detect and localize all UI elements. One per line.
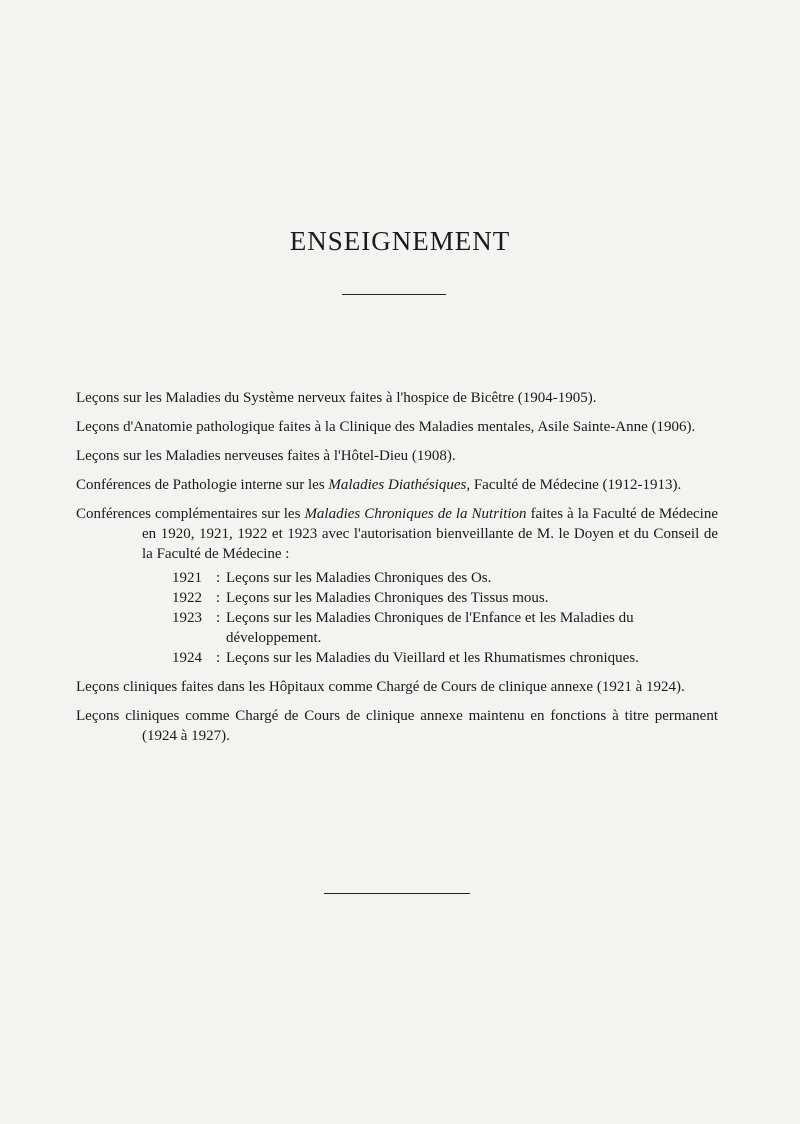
colon: : (216, 570, 221, 586)
year-row (172, 608, 718, 648)
closing-divider (324, 893, 470, 894)
item-italic-text: Maladies Diathésiques (328, 477, 467, 493)
year-row (172, 648, 718, 668)
year-text: Leçons sur les Maladies Chroniques des Os. (226, 570, 492, 586)
year-sublist (76, 568, 718, 668)
colon: : (216, 610, 221, 626)
year-label: 1921 (172, 570, 202, 586)
teaching-list (76, 388, 718, 755)
year-label: 1922 (172, 590, 202, 606)
list-item (76, 504, 718, 564)
page-title: ENSEIGNEMENT (289, 226, 511, 256)
list-item (76, 475, 718, 495)
item-text: Conférences de Pathologie interne sur les (76, 477, 329, 493)
year-row (172, 588, 718, 608)
year-label: 1923 (172, 610, 202, 626)
item-text: faites à la Faculté de Médecine en 1920, 1921, 1922 et 1923 avec l'autorisation bienveillante de M. le Doyen et du Conseil de la Faculté de Médecine : (142, 506, 718, 562)
list-item: Leçons cliniques comme Chargé de Cours de clinique annexe maintenu en fonctions à titre permanent (1924 à 1927). (76, 708, 718, 744)
year-text: Leçons sur les Maladies du Vieillard et les Rhumatismes chroniques. (226, 650, 639, 666)
year-row (172, 568, 718, 588)
colon: : (216, 590, 221, 606)
title-divider (342, 294, 446, 295)
year-text: Leçons sur les Maladies Chroniques de l'Enfance et les Maladies du développement. (226, 610, 634, 646)
item-text: Conférences complémentaires sur les (76, 506, 305, 522)
year-text: Leçons sur les Maladies Chroniques des Tissus mous. (226, 590, 549, 606)
item-italic-text: Maladies Chroniques de la Nutrition (304, 506, 527, 522)
item-text: , Faculté de Médecine (1912-1913). (466, 477, 682, 493)
list-item: Leçons d'Anatomie pathologique faites à la Clinique des Maladies mentales, Asile Sainte-Anne (1906). (76, 419, 696, 435)
colon: : (216, 650, 221, 666)
list-item: Leçons sur les Maladies nerveuses faites à l'Hôtel-Dieu (1908). (76, 448, 456, 464)
list-item: Leçons cliniques faites dans les Hôpitaux comme Chargé de Cours de clinique annexe (1921 à 1924). (76, 679, 685, 695)
year-label: 1924 (172, 650, 202, 666)
list-item: Leçons sur les Maladies du Système nerveux faites à l'hospice de Bicêtre (1904-1905). (76, 390, 597, 406)
